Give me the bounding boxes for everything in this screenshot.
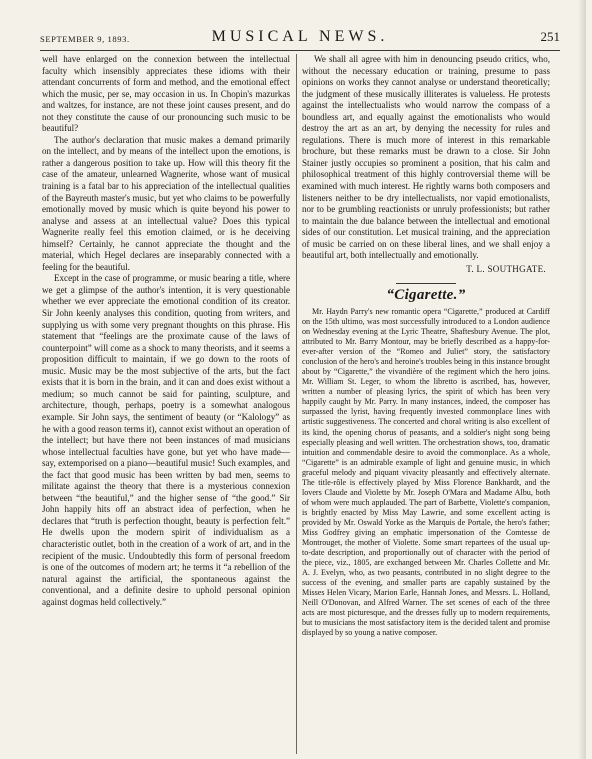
page-number: 251: [540, 29, 560, 44]
issue-date: SEPTEMBER 9, 1893.: [40, 34, 130, 44]
review-paragraph: Mr. Haydn Parry's new romantic opera “Cigarette,” produced at Cardiff on the 15th ultimo, was most successfully introduced to a London audience on Wednesday evening at the Lyric Theatre, Shaftesbury Avenue. The plot, attributed to Mr. Barry Montour, may be briefly described as a happy-for-ever-after version of the “Romeo and Juliet” story, the satisfactory conclusion of the hero's and heroine's troubles being in this instance brought about by “Cigarette,” the vivandière of the regiment which the hero joins. Mr. William St. Leger, to whom the libretto is ascribed, has, however, written a number of pleasing lyrics, the spirit of which has been very happily caught by Mr. Parry. In many instances, indeed, the composer has surpassed the lyrist, having frequently invested commonplace lines with artistic suggestiveness. The concerted and choral writing is also excellent of its kind, the opening chorus of peasants, and a soldier's night song being especially pleasing and well written. The orchestration shows, too, dramatic intuition and commendable desire to avoid the commonplace. As a whole, “Cigarette” is an admirable example of light and genuine music, in which graceful melody and piquant vivacity pleasantly and effectively alternate. The title-rôle is effectively played by Miss Florence Bankhardt, and the lovers Claude and Violette by Mr. Joseph O'Mara and Madame Albu, both of whom were much applauded. The part of Barbette, Violette's companion, is brightly enacted by Miss May Lawrie, and some excellent acting is provided by Mr. Oswald Yorke as the Marquis de Portale, the hero's father; Miss Godfrey giving an emphatic impersonation of the Comtesse de Montrouget, the mother of Violette. Some smart repartees of the usual up-to-date description, and proportionally out of character with the period of the piece, viz., 1805, are exchanged between Mr. Charles Collette and Mr. A. J. Evelyn, who, as two peasants, contributed in no slight degree to the success of the evening, and smaller parts are capably sustained by the Misses Helen Vicary, Marion Earle, Hannah Jones, and Messrs. L. Holland, Neill O'Donovan, and Alfred Warner. The set scenes of each of the three acts are most picturesque, and the dresses fully up to modern requirements, but to musicians the most satisfactory item is the decided talent and promise displayed by so young a native composer.: [302, 306, 550, 638]
publication-title: MUSICAL NEWS.: [211, 28, 389, 45]
left-paragraph-1: well have enlarged on the connexion between the intellectual faculty which insensibly appreciates these idioms with their attendant concurrents of form and method, and the emotional effect which the music, per se, may occasion in us. In Chopin's mazurkas and waltzes, for instance, are not these joint causes present, and do not they constitute the cause of our pronouncing such music to be beautiful?: [42, 54, 290, 134]
left-paragraph-3: Except in the case of programme, or music bearing a title, where we get a glimpse of the author's intention, it is very questionable whether we ever appreciate the emotional condition of its creator. Sir John keenly analyses this condition, quoting from writers, and supplying us with some very pregnant thoughts on this phrase. His statement that “feelings are the proximate cause of the laws of counterpoint” will come as a shock to many theorists, and it seems a proposition difficult to maintain, if we go down to the roots of music. Music may be the most subjective of the arts, but the fact exists that it is born in the brain, and it can and does exist without a medium; so much cannot be said for painting, sculpture, and architecture, though, perhaps, poetry is a somewhat analogous example. Sir John says, the sentiment of beauty (or “Kalology” as he with a good reason terms it), cannot exist without an operation of the intellect; but have there not been instances of mad musicians whose intellectual faculties have gone, but yet who have made—say, extemporised on a piano—beautiful music! Such examples, and the fact that good music has been written by bad men, seems to militate against the theory that there is a mysterious connexion between “the beautiful,” and the higher sense of “the good.” Sir John happily hits off an abstract idea of perfection, when he declares that “truth is perfection thought, beauty is perfection felt.” He dwells upon the modern spirit of individualism as a characteristic outlet, both in the creation of a work of art, and in the recipient of the music. Undoubtedly this form of personal freedom is one of the outcomes of modern art; he terms it “a rebellion of the natural against the artificial, the spontaneous against the conventional, and a definite desire to uphold personal opinion against dogmas held collectively.”: [42, 273, 290, 607]
header-rule: [40, 50, 560, 51]
author-signature: T. L. SOUTHGATE.: [466, 263, 546, 274]
left-column: [42, 54, 290, 754]
binding-shadow: [578, 0, 586, 759]
review-body: [302, 307, 550, 639]
right-column: [302, 54, 550, 754]
page-header: [40, 28, 560, 48]
right-paragraph-1: We shall all agree with him in denouncing pseudo critics, who, without the necessary education or training, presume to pass opinions on works they cannot analyse or understand theoretically; the judgment of these musically illiterates is valueless. He protests against the intellectualists who would narrow the compass of a boundless art, and equally against the emotionalists who would destroy the art as an art, by denying the necessity for rules and regulations. There is much more of interest in this remarkable brochure, but these remarks must be drawn to a close. Sir John Stainer justly occupies so prominent a position, that his calm and philosophical treatment of this highly controversial theme will be examined with much interest. He rightly warns both composers and listeners neither to be dry intellectualists, nor vapid emotionalists, nor to be grumbling reactionists or unruly professionists; but rather to maintain the due balance between the intellectual and emotional sides of our constitution. Let musical training, and the appreciation of music be carried on on these liberal lines, and we shall enjoy a beautiful art, both intellectually and emotionally.: [302, 54, 550, 261]
column-divider: [296, 54, 297, 754]
left-paragraph-2: The author's declaration that music makes a demand primarily on the intellect, and by means of the intellect upon the emotions, is rather a dangerous position to take up. How will this theory fit the case of the amateur, unlearned Wagnerite, whose want of musical training is a fatal bar to his appreciation of the intellectual qualities of the Bayreuth master's music, but yet who claims to be powerfully emotionally moved by music which is quite beyond his power to analyse and assess at an intellectual value? Does this typical Wagnerite really feel this emotion claimed, or is he deceiving himself? Certainly, he cannot appreciate the thought and the material, which Hegel declares are inseparably connected with a feeling for the beautiful.: [42, 134, 290, 272]
article-separator: [396, 283, 456, 284]
article-title: “Cigarette.”: [386, 287, 466, 304]
